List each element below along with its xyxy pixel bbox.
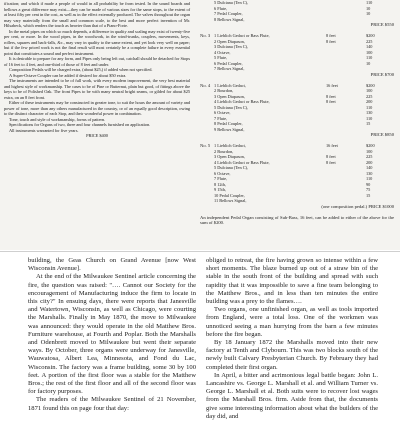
stop-name: 1 Lieblich Gedact or Bass Flute,: [214, 33, 270, 38]
stop-feet: 8 feet: [326, 33, 336, 38]
stop-price: 100: [366, 148, 373, 154]
stop-price: 225: [366, 38, 373, 44]
organ-spec-block: [200, 33, 396, 78]
article-left-column: [28, 257, 196, 413]
stop-price: 15: [366, 121, 371, 126]
stop-name: 3 Dulciana (Ten C),: [214, 44, 249, 49]
stop-row: [200, 127, 396, 133]
stop-name: 3 Open Diapason,: [214, 154, 245, 159]
stop-name: 8 12th,: [214, 181, 226, 187]
pedal-organ-footnote: An independent Pedal Organ consisting of Sub-Bass, 16 feet, can be added to either of the above for the sum of $200.: [200, 214, 394, 225]
catalog-text-column: [4, 1, 190, 139]
catalog-paragraph: Either of these instruments may be constructed in greater tone, to suit the hours the amount of variety and power of tone, more than any others manufactured in the country, or of an equally good description, owing to the distinct character of each Stop, and their wonderful power in combination.: [4, 100, 190, 116]
article-paragraph: Two organs, one unfinished organ, as well as tools imported from England, were a total loss. One of the workmen was unnoticed seeing a man hurrying from the barn a few minutes before the fire began.: [206, 306, 378, 338]
stop-name: 9 15th,: [214, 187, 226, 192]
stop-name: 5 Dulciana (Ten C),: [214, 104, 249, 110]
organ-price: PRICE $550: [370, 22, 394, 27]
scan-divider: [0, 251, 400, 252]
article-right-column: [206, 257, 378, 421]
stop-feet: 8 feet: [326, 38, 336, 44]
stop-name: 2 Open Diapason,: [214, 38, 245, 44]
stop-name: 7 Flute,: [214, 115, 228, 121]
stop-name: 8 Pedal Coupler,: [214, 121, 243, 126]
stop-price: $200: [366, 33, 375, 38]
stop-price: 10: [366, 5, 371, 11]
article-paragraph: obliged to retreat, the fire having grown so intense within a few short moments. The blaze burned up out of a straw bin of the stable in the south front of the building and spread with such rapidity that it was impossible to save a fine team belonging to the Matthew Bros., and in less than ten minutes the entire building was a prey to the flames….: [206, 257, 378, 306]
stop-name: 7 Pedal Coupler,: [214, 11, 243, 16]
stop-feet: 16 feet: [326, 82, 338, 88]
stop-name: 10 Pedal Coupler,: [214, 192, 245, 198]
stop-price: $200: [366, 143, 375, 148]
stop-price: 130: [366, 110, 373, 115]
catalog-paragraph: The instruments are intended to be of full work, with every modern improvement, the very best material and highest style of workmanship. The cases to be of Pine or Butternut, plain but good, of fittings above the keys to be of Polished Oak. The front Pipes to be with many neutral bright seams, or gilded for about $25 extra, on an 8 feet front.: [4, 78, 190, 100]
stop-price: $200: [366, 82, 375, 88]
stop-name: 2 Bourdon,: [214, 88, 234, 93]
stop-row: [200, 17, 396, 23]
organ-number: No. 5: [200, 143, 211, 148]
stop-name: 5 Dulciana (Ten C),: [214, 165, 249, 170]
catalog-price: PRICE $400: [86, 133, 108, 138]
catalog-paragraph: Specifications for Organs of two, three and four channels furnished on application.: [9, 122, 151, 127]
stop-price: 110: [366, 176, 373, 181]
stop-price: 110: [366, 55, 373, 60]
stop-price: 140: [366, 44, 373, 49]
stop-name: 4 Lieblich Gedact or Bass Flute,: [214, 99, 270, 104]
article-paragraph: By 18 January 1872 the Marshalls moved into their new factory at Tenth and Clybourn. This was two blocks south of the newly built Calvary Presbyterian Church. By February they had completed their first organ.: [206, 339, 378, 371]
stop-name: 6 Flute,: [214, 5, 228, 11]
catalog-paragraph: It is desirable to prepare for any form, and Pipes only being left out, catchall should be detached for Stops of 16 feet to 4 feet, and one-third of those of 8 feet and under.: [4, 56, 190, 67]
stop-price: 10: [366, 11, 371, 16]
organ-spec-block: [200, 83, 396, 139]
stop-name: 3 Open Diapason,: [214, 93, 245, 99]
organ-price: PRICE $700: [370, 71, 394, 77]
stop-name: 7 Flute,: [214, 176, 228, 181]
article-paragraph: In April, a bitter and acrimonious legal battle began: John L. Lancashire vs. George L. Marshall et al. and William Turner vs. George L. Marshall et al. Both suits were to recover lost wages from the Marshall Bros. firm. Aside from that, the documents give some interesting information about what the builders of the day did, and: [206, 371, 378, 420]
catalog-paragraph: A Super-Octave Coupler can be added if desired for about $50 extra.: [9, 72, 127, 78]
catalog-paragraph: All instruments warranted for five years.: [9, 127, 79, 133]
stop-name: 5 Dulciana (Ten C),: [214, 0, 249, 5]
stop-feet: 8 feet: [326, 154, 336, 159]
stop-price: 110: [366, 115, 373, 121]
stop-price: 200: [366, 159, 373, 165]
stop-price: 75: [366, 187, 371, 192]
organ-price: PRICE $850: [370, 132, 394, 137]
stop-price: 100: [366, 88, 373, 93]
catalog-paragraph: Composition Pedals will be charged extra, (about $25,) if added when not specified.: [9, 67, 153, 72]
stop-name: 11 Bellows Signal,: [214, 198, 247, 203]
stop-feet: 8 feet: [326, 93, 336, 99]
stop-name: 4 Octave,: [214, 49, 231, 55]
stop-row: [200, 198, 396, 204]
stop-price: 15: [366, 192, 371, 198]
stop-name: 9 Bellows Signal,: [214, 126, 245, 132]
stop-price: 225: [366, 93, 373, 99]
stop-name: 4 Lieblich Gedact or Bass Flute,: [214, 159, 270, 165]
article-paragraph: The readers of the Milwaukee Sentinel of 21 November, 1871 found this on page four that day:: [28, 396, 196, 412]
stop-price: 140: [366, 165, 373, 170]
stop-price: 200: [366, 99, 373, 104]
organ-price: (one composition pedal.) PRICE $1000: [321, 203, 394, 209]
stop-price: 90: [366, 181, 371, 187]
catalog-paragraph: Tone, touch and style of workmanship, forms of pattern.: [9, 116, 106, 122]
stop-name: 2 Bourdon,: [214, 148, 234, 154]
stop-row: [200, 66, 396, 72]
stop-name: 6 Octave,: [214, 170, 231, 176]
stop-name: 1 Lieblich Gedact,: [214, 143, 246, 148]
stop-price: 225: [366, 154, 373, 159]
organ-number: No. 3: [200, 33, 211, 38]
stop-feet: 8 feet: [326, 99, 336, 104]
article-paragraph: building, the Geas Church on Grand Avenue [now West Wisconsin Avenue].: [28, 257, 196, 273]
stop-name: 1 Lieblich Gedact,: [214, 82, 246, 88]
stop-name: 6 Pedal Coupler,: [214, 60, 243, 66]
organ-specification-column: [200, 0, 396, 226]
organ-spec-block: [200, 143, 396, 210]
stop-price: 130: [366, 170, 373, 176]
article-paragraph: At the end of the Milwaukee Sentinel article concerning the fire, the question was raised: "…. Cannot our Society for the encouragement of Manufacturing induce the firm to locate in this city?" In ensuing days, there were reports that Janesville and Watertown, Wisconsin, as well as Chicago, were courting the Marshalls. Finally in May 1870, the move to Milwaukee was announced: they would operate in the old Matthew Bros. Furniture warehouse, at Fourth and Poplar. Both the Marshalls and Odenbrett moved to Milwaukee but went their separate ways. By October, three organs were underway for Janesville, Wauwatosa, Albert Lea, Minnesota, and Fond du Lac, Wisconsin. The factory was a frame building, some 30 by 100 feet. A portion of the first floor was a stable for the Matthew Bros.; the rest of the first floor and all of the second floor was for factory purposes.: [28, 273, 196, 396]
stop-name: 8 Bellows Signal,: [214, 16, 245, 22]
organ-number: No. 4: [200, 82, 211, 88]
stop-name: 7 Bellows Signal,: [214, 66, 245, 71]
catalog-paragraph: In the metal pipes on which so much depends, a difference in quality and scaling may exist of twenty-five per cent, or more. In the wood pipes, in the woodwork, in the wind-trunks, couplers, movements, keys, rollers, squares and back-falls, &c., may vary in quality to the same extent, and yet look very well on paper; but if the few priced work is not the final result will most certainly be a complete failure in every essential point that constitutes a sound and perfect instrument.: [4, 28, 190, 56]
stop-price: 110: [366, 104, 373, 110]
organ-spec-block: [200, 0, 396, 28]
catalog-paragraph: ification; and which if made a people of would in all probability be from tested. In the sound boards and bellows a great difference may exist—they can be made of various sizes for the same stops, to the extent of at least fifty per cent in the cost, as well as in the effect externally produced. The valves throughout the organ may vary materially from the small and common scale, to the best and more perfect invention of Mr. Hilsabeck, which renders the touch as heavier than that of a Piano-Forte.: [4, 1, 190, 28]
stop-price: 100: [366, 49, 373, 55]
stop-feet: 8 feet: [326, 159, 336, 165]
stop-name: 5 Flute,: [214, 55, 228, 60]
stop-price: 10: [366, 60, 371, 66]
stop-name: 6 Octave,: [214, 110, 231, 115]
stop-feet: 16 feet: [326, 143, 338, 148]
stop-price: 110: [366, 0, 373, 5]
